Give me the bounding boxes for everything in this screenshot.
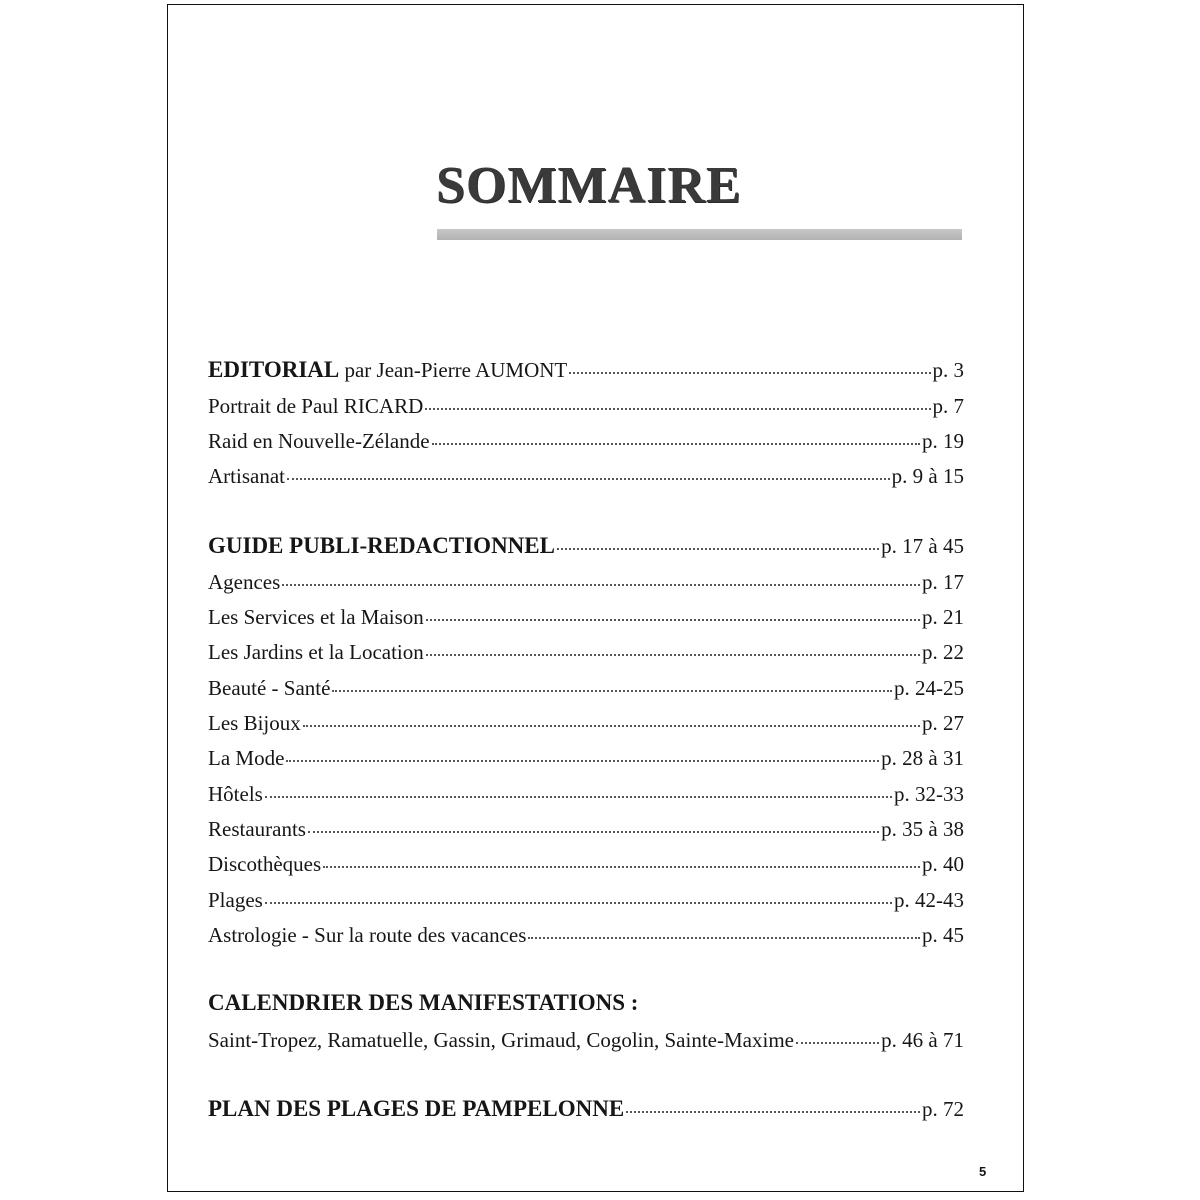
toc-entry-page: p. 9 à 15 — [891, 464, 964, 488]
toc-entry-label: Restaurants — [208, 817, 306, 841]
toc-entry — [208, 428, 964, 454]
page-title: SOMMAIRE — [436, 157, 742, 214]
toc-heading-editorial: EDITORIAL — [208, 357, 340, 382]
toc-entry — [208, 675, 964, 701]
toc-heading-plan: PLAN DES PLAGES DE PAMPELONNE — [208, 1096, 625, 1121]
toc-entry — [208, 887, 964, 913]
toc-heading-calendrier: CALENDRIER DES MANIFESTATIONS : — [208, 990, 639, 1015]
toc-entry-page: p. 46 à 71 — [881, 1028, 964, 1052]
dot-leader — [626, 1111, 920, 1113]
toc-entry — [208, 569, 964, 595]
dot-leader — [557, 548, 879, 550]
toc-entry-label: Portrait de Paul RICARD — [208, 394, 424, 418]
toc-entry — [208, 393, 964, 419]
toc-entry-page: p. 21 — [922, 605, 964, 629]
toc-entry-label: Plages — [208, 888, 263, 912]
toc-entry-page: p. 35 à 38 — [881, 817, 964, 841]
toc-entry — [208, 463, 964, 489]
page-number: 5 — [979, 1164, 987, 1179]
toc-entry-label: Discothèques — [208, 852, 322, 876]
toc-entry — [208, 851, 964, 877]
toc-entry-page: p. 17 à 45 — [881, 534, 964, 558]
toc-entry-label: Les Services et la Maison — [208, 605, 424, 629]
dot-leader — [426, 619, 920, 621]
toc-entry — [208, 1027, 964, 1053]
dot-leader — [332, 690, 892, 692]
toc-entry-page: p. 24-25 — [894, 676, 964, 700]
toc-entry-label: La Mode — [208, 746, 285, 770]
toc-entry-page: p. 3 — [932, 358, 964, 382]
dot-leader — [265, 796, 892, 798]
toc-entry-label: Beauté - Santé — [208, 676, 331, 700]
toc-entry-page: p. 32-33 — [894, 782, 964, 806]
dot-leader — [282, 584, 920, 586]
dot-leader — [265, 902, 892, 904]
toc-entry-page: p. 72 — [922, 1097, 964, 1121]
toc-entry-page: p. 27 — [922, 711, 964, 735]
toc-entry-page: p. 42-43 — [894, 888, 964, 912]
dot-leader — [308, 831, 879, 833]
toc-entry-author: par Jean-Pierre AUMONT — [339, 358, 568, 382]
toc-heading-guide: GUIDE PUBLI-REDACTIONNEL — [208, 533, 555, 558]
dot-leader — [323, 866, 920, 868]
toc-entry-page: p. 40 — [922, 852, 964, 876]
dot-leader — [432, 443, 920, 445]
toc-entry-page: p. 22 — [922, 640, 964, 664]
toc-entry-label: Raid en Nouvelle-Zélande — [208, 429, 430, 453]
toc-entry-page: p. 28 à 31 — [881, 746, 964, 770]
toc-entry — [208, 710, 964, 736]
dot-leader — [569, 372, 930, 374]
toc-entry-page: p. 17 — [922, 570, 964, 594]
toc-entry — [208, 639, 964, 665]
dot-leader — [426, 654, 920, 656]
toc-entry — [208, 781, 964, 807]
toc-entry-label: Astrologie - Sur la route des vacances — [208, 923, 527, 947]
toc-entry-label — [208, 357, 567, 383]
toc-entry-editorial — [208, 357, 964, 383]
toc-entry-label: Hôtels — [208, 782, 263, 806]
toc-entry-page: p. 45 — [922, 923, 964, 947]
dot-leader — [303, 725, 920, 727]
toc-entry-page: p. 7 — [932, 394, 964, 418]
toc-entry — [208, 604, 964, 630]
toc-entry-guide — [208, 533, 964, 559]
toc-entry-label: Agences — [208, 570, 281, 594]
dot-leader — [425, 408, 930, 410]
toc-entry — [208, 816, 964, 842]
toc-entry-label: Les Jardins et la Location — [208, 640, 424, 664]
toc-entry-label: Saint-Tropez, Ramatuelle, Gassin, Grimaud, Cogolin, Sainte-Maxime — [208, 1028, 794, 1052]
toc-entry-page: p. 19 — [922, 429, 964, 453]
title-underline-bar — [437, 229, 962, 240]
toc-entry-plan — [208, 1096, 964, 1122]
dot-leader — [287, 478, 890, 480]
toc-entry — [208, 745, 964, 771]
toc-entry-label: Artisanat — [208, 464, 285, 488]
toc-entry-label: Les Bijoux — [208, 711, 301, 735]
dot-leader — [286, 760, 879, 762]
dot-leader — [528, 937, 920, 939]
dot-leader — [796, 1042, 879, 1044]
toc-entry — [208, 922, 964, 948]
